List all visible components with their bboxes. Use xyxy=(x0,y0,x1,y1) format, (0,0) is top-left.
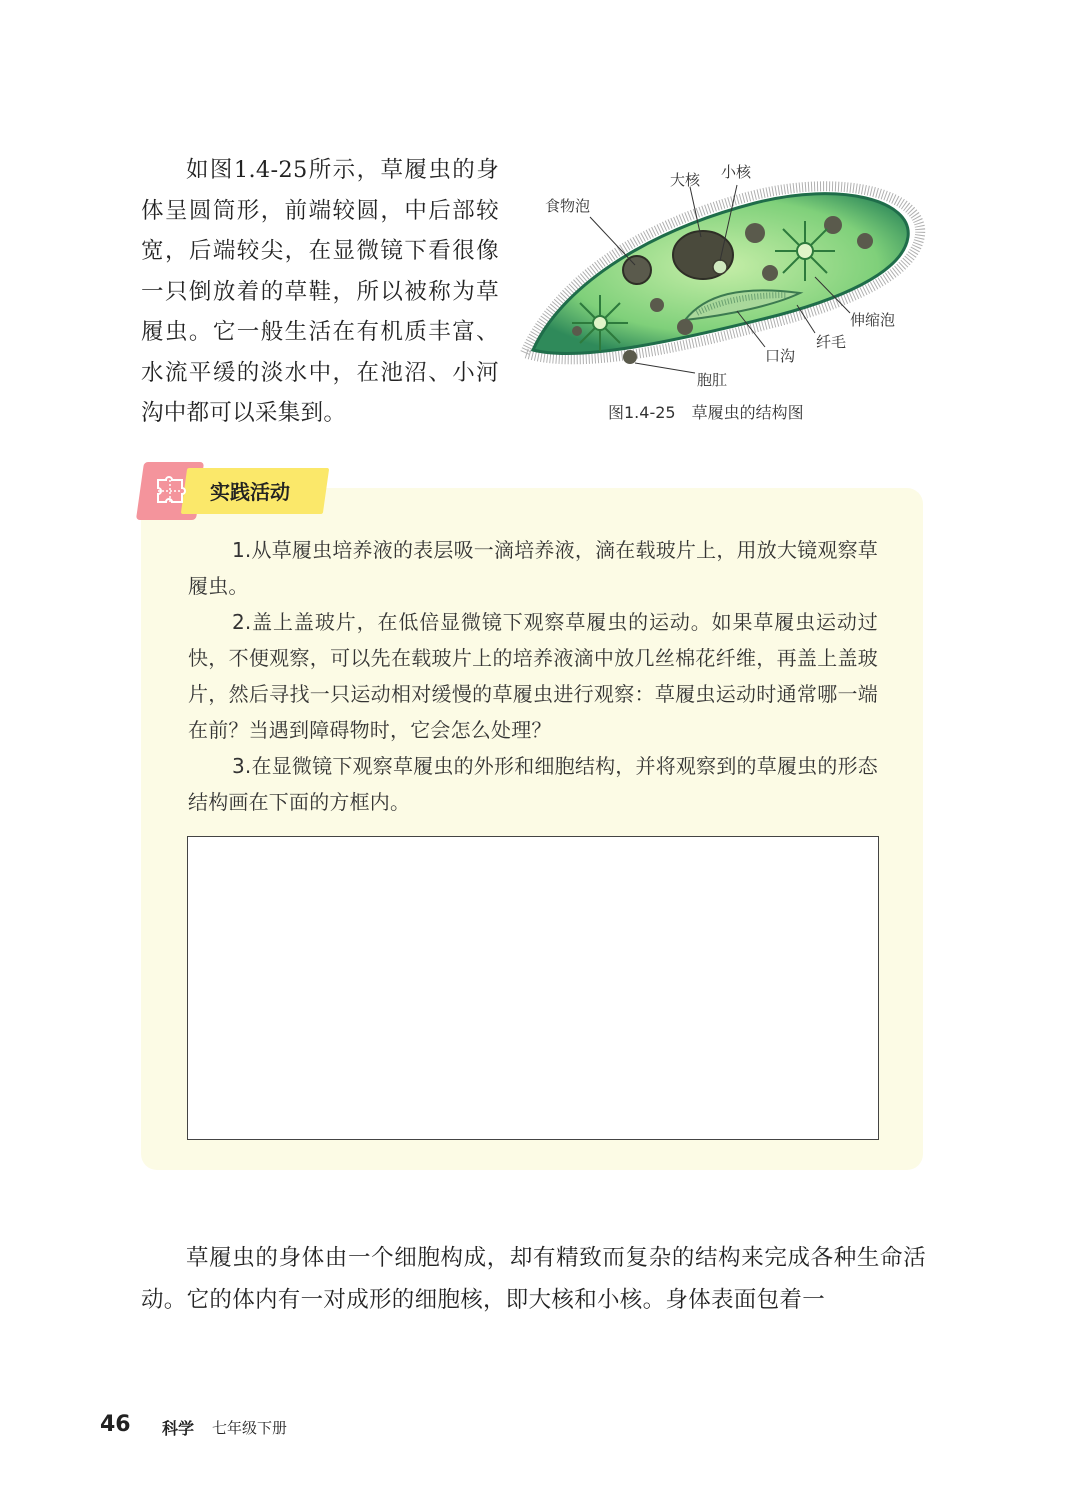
food-vacuole-8 xyxy=(623,350,637,364)
activity-step: 1.从草履虫培养液的表层吸一滴培养液，滴在载玻片上，用放大镜观察草履虫。 xyxy=(188,538,878,598)
body-paragraph: 草履虫的身体由一个细胞构成，却有精致而复杂的结构来完成各种生命活动。它的体内有一对成形的细胞核，即大核和小核。身体表面包着一 xyxy=(141,1245,926,1313)
food-vacuole-4 xyxy=(762,265,778,281)
drawing-box[interactable] xyxy=(187,836,879,1140)
grade-label: 七年级下册 xyxy=(212,1419,288,1437)
activity-step: 2.盖上盖玻片，在低倍显微镜下观察草履虫的运动。如果草履虫运动过快，不便观察，可以先在载玻片上的培养液滴中放几丝棉花纤维，再盖上盖玻片，然后寻找一只运动相对缓慢的草履虫进行观察：草履虫运动时通常哪一端在前？当遇到障碍物时，它会怎么处理？ xyxy=(188,610,878,742)
food-vacuole-3 xyxy=(745,223,765,243)
food-vacuole-7 xyxy=(857,233,873,249)
paramecium-illustration xyxy=(515,155,935,395)
intro-paragraph: 如图1.4-25所示，草履虫的身体呈圆筒形，前端较圆，中后部较宽，后端较尖，在显微镜下看很像一只倒放着的草鞋，所以被称为草履虫。它一般生活在有机质丰富、水流平缓的淡水中，在池沼、小河沟中都可以采集到。 xyxy=(141,157,499,426)
activity-step: 3.在显微镜下观察草履虫的外形和细胞结构，并将观察到的草履虫的形态结构画在下面的方框内。 xyxy=(188,754,878,814)
label-contractile-vacuole: 伸缩泡 xyxy=(850,311,896,329)
intro-text-block xyxy=(141,150,499,434)
label-micronucleus: 小核 xyxy=(721,163,752,181)
food-vacuole-9 xyxy=(572,326,582,336)
micronucleus-shape xyxy=(713,260,727,274)
label-food-vacuole: 食物泡 xyxy=(545,197,591,215)
label-oral-groove: 口沟 xyxy=(765,347,796,365)
figure-caption xyxy=(608,400,804,423)
food-vacuole-6 xyxy=(824,216,842,234)
activity-steps xyxy=(188,532,878,820)
body-text-block xyxy=(141,1237,926,1321)
contractile-vacuole-front xyxy=(775,221,835,281)
food-vacuole-1 xyxy=(623,256,651,284)
label-anal-pore: 胞肛 xyxy=(697,371,728,389)
caption-number: 图1.4-25 xyxy=(608,403,676,422)
paramecium-figure xyxy=(515,155,935,435)
label-macronucleus: 大核 xyxy=(670,171,701,189)
page-number: 46 xyxy=(100,1412,131,1437)
book-title: 科学 xyxy=(162,1419,195,1438)
puzzle-icon xyxy=(154,474,188,506)
label-cilia: 纤毛 xyxy=(816,333,847,351)
activity-header xyxy=(140,462,326,518)
contractile-vacuole-rear xyxy=(572,295,628,351)
food-vacuole-2 xyxy=(650,298,664,312)
activity-title: 实践活动 xyxy=(210,480,290,504)
caption-text: 草履虫的结构图 xyxy=(691,403,804,422)
food-vacuole-5 xyxy=(677,319,693,335)
